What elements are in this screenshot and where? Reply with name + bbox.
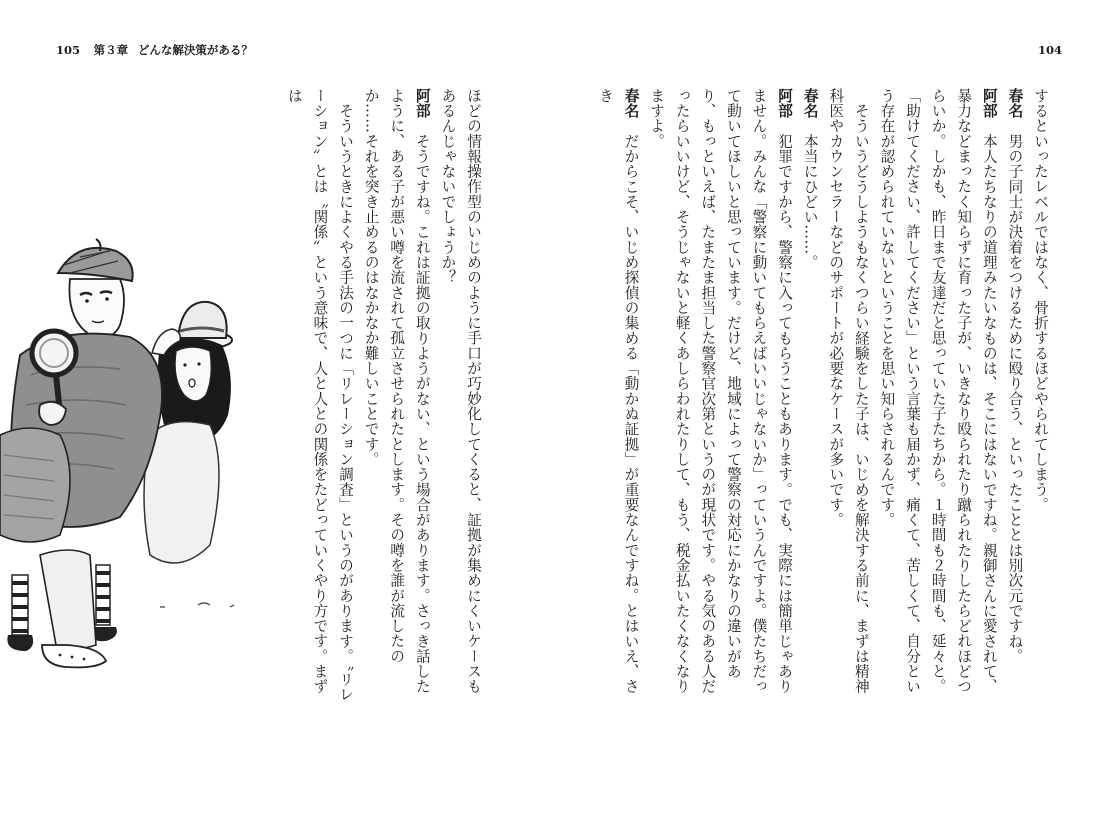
speaker-label: 阿部 bbox=[776, 88, 794, 119]
paragraph-text: ほどの情報操作型のいじめのように手口が巧妙化してくると、証拠が集めにくいケースもあるんじゃないでしょうか？ bbox=[439, 88, 482, 694]
dialogue-paragraph bbox=[797, 88, 823, 708]
detective-figure bbox=[0, 239, 162, 667]
dialogue-paragraph bbox=[874, 88, 1002, 708]
right-page-body bbox=[596, 88, 1053, 708]
paragraph-text: 本当にひどい……。 bbox=[801, 133, 819, 270]
paragraph bbox=[281, 88, 358, 708]
left-page-body bbox=[286, 88, 486, 708]
paragraph-text: 犯罪ですから、警察に入ってもらうこともあります。でも、実際には簡単じゃありません。みんな「警察に動いてもらえばいいじゃないか」っていうんですよ。僕たちだって動いてほしいと思っています。だけど、地域によって警察の対応にかなりの違いがあり、もっといえば、たまたま担当した警察官次第というのが現状です。やる気のある人だったらいいけど、そうじゃないと軽くあしらわれたりして、もう、税金払いたくなくなりますよ。 bbox=[648, 88, 794, 695]
paragraph bbox=[435, 88, 486, 708]
paragraph bbox=[1027, 88, 1053, 708]
chapter-label: 第３章 bbox=[93, 43, 129, 57]
detective-illustration bbox=[0, 235, 275, 725]
paragraph-text: 本人たちなりの道理みたいなものは、そこにはないですね。親御さんに愛されて、暴力などまったく知らずに育った子が、いきなり殴られたり蹴られたりしたらどれほどつらいか。しかも、昨日まで友達だと思っていた子たちから。１時間も２時間も、延々と。「助けてください、許してください」という言葉も届かず、痛くて、苦しくて、自分という存在が認められていないということを思い知らされるんです。 bbox=[878, 88, 998, 695]
speaker-label: 春名 bbox=[1006, 88, 1024, 119]
ground-marks bbox=[160, 603, 234, 607]
dialogue-paragraph bbox=[1002, 88, 1028, 708]
right-page-header bbox=[1038, 42, 1062, 58]
paragraph-text: そういうときによくやる手法の一つに「リレーション調査」というのがあります。〝リレーション〟とは〝関係〟という意味で、人と人との関係をたどっていくやり方です。まずは bbox=[285, 88, 355, 702]
dialogue-paragraph bbox=[358, 88, 435, 708]
speaker-label: 春名 bbox=[801, 88, 819, 119]
speaker-label: 阿部 bbox=[413, 88, 431, 119]
chapter-title: どんな解決策がある？ bbox=[137, 43, 253, 57]
paragraph-text: だからこそ、いじめ探偵の集める「動かぬ証拠」が重要なんですね。とはいえ、さき bbox=[596, 88, 640, 695]
right-page-number: 104 bbox=[1037, 43, 1062, 57]
paragraph-text: 男の子同士が決着をつけるために殴り合う、といったこととは別次元ですね。 bbox=[1006, 133, 1024, 664]
dialogue-paragraph bbox=[592, 88, 643, 708]
paragraph-text: そういうどうしようもなくつらい経験をした子は、いじめを解決する前に、まずは精神科医やカウンセラーなどのサポートが必要なケースが多いです。 bbox=[827, 88, 870, 695]
left-page-number: 105 bbox=[56, 43, 81, 57]
left-page-header bbox=[56, 42, 253, 58]
dialogue-paragraph bbox=[644, 88, 798, 708]
speaker-label: 春名 bbox=[622, 88, 640, 119]
paragraph-text: するといったレベルではなく、骨折するほどやられてしまう。 bbox=[1032, 88, 1049, 513]
paragraph bbox=[823, 88, 874, 708]
paragraph-text: そうですね。これは証拠の取りようがない、という場合があります。さっき話したように、ある子が悪い噂を流されて孤立させられたとします。その噂を誰が流したのか……それを突き止めるのはなかなか難しいことです。 bbox=[362, 88, 431, 695]
speaker-label: 阿部 bbox=[980, 88, 998, 119]
